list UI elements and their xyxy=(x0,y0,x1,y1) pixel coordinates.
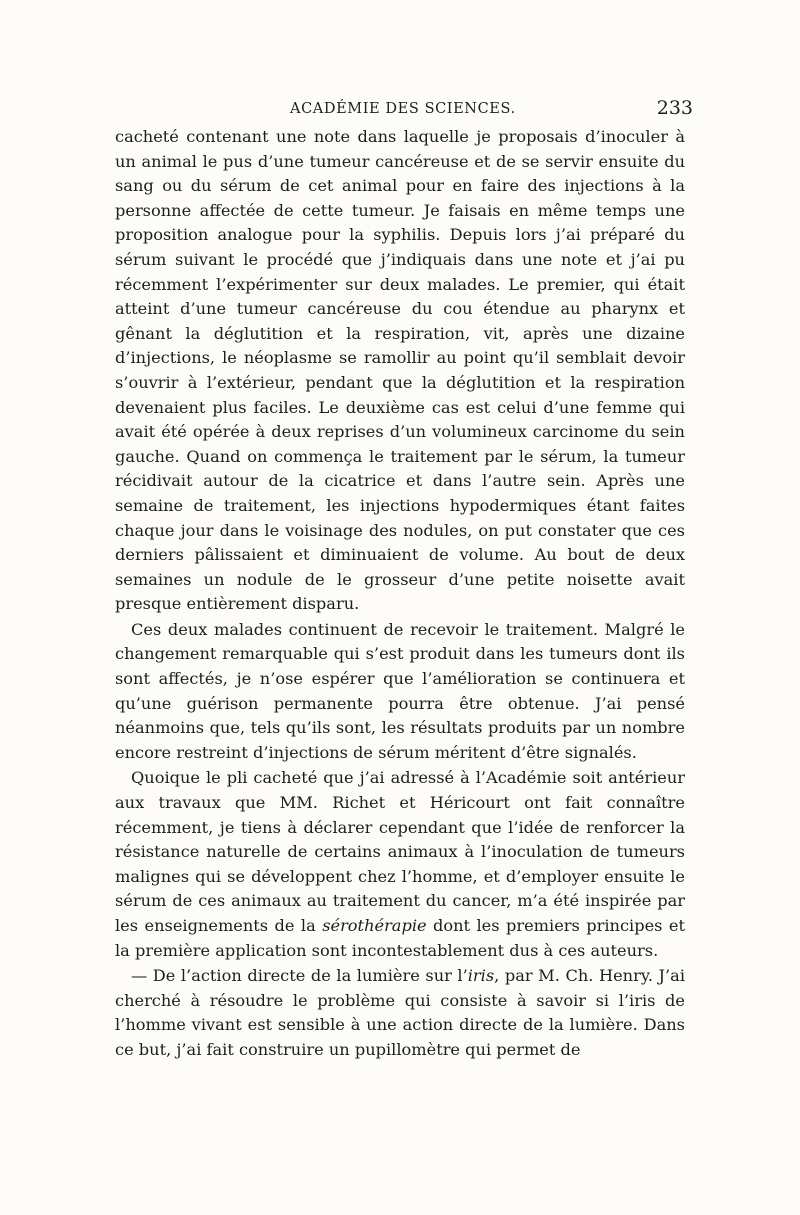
paragraph-continuation: cacheté contenant une note dans laquelle je proposais d’inoculer à un animal le pus d’une tumeur cancéreuse et de se servir ensuite du sang ou du sérum de cet animal pour en faire des injections à la personne affectée de cette tumeur. Je faisais en même temps une proposition analogue pour la syphilis. Depuis lors j’ai préparé du sérum suivant le procédé que j’indiquais dans une note et j’ai pu récemment l’expérimenter sur deux malades. Le premier, qui était atteint d’une tumeur cancéreuse du cou étendue au pharynx et gênant la déglutition et la respiration, vit, après une dizaine d’injections, le néoplasme se ramollir au point qu’il semblait devoir s’ouvrir à l’extérieur, pendant que la déglutition et la respiration devenaient plus faciles. Le deuxième cas est celui d’une femme qui avait été opérée à deux reprises d’un volumineux carcinome du sein gauche. Quand on commença le traitement par le sérum, la tumeur récidivait autour de la cicatrice et dans l’autre sein. Après une semaine de traitement, les injections hypodermiques étant faites chaque jour dans le voisinage des nodules, on put constater que ces derniers pâlissaient et diminuaient de volume. Au bout de deux semaines un nodule de le grosseur d’une petite noisette avait presque entièrement disparu. xyxy=(115,127,685,614)
iris-text-end: , par M. Ch. Henry. J’ai cherché à résoudre le problème qui consiste à savoir si l’iris de l’homme vivant est sensible à une action directe de la lumière. Dans ce but, j’ai fait construire un pupillomètre qui permet de xyxy=(115,966,686,1059)
priority-text-start: Quoique le pli cacheté que j’ai adressé à l’Académie soit antérieur aux travaux que MM. Richet et Héricourt ont fait connaître récemment, je tiens à déclarer cependant que l’idée de renforcer la résistance naturelle de certains animaux à l’inoculation de tumeurs malignes qui se développent chez l’homme, et d’employer ensuite le sérum de ces animaux au traitement du cancer, m’a été inspirée par les enseignements de la xyxy=(115,768,685,935)
page-header xyxy=(115,95,693,125)
book-page xyxy=(115,95,693,1064)
running-title: ACADÉMIE DES SCIENCES. xyxy=(290,101,516,117)
body-text xyxy=(115,125,685,1063)
iris-text-start: — De l’action directe de la lumière sur l’ xyxy=(131,966,468,986)
paragraph-iris xyxy=(115,964,685,1062)
paragraph-treatment: Ces deux malades continuent de recevoir le traitement. Malgré le changement remarquable qui s’est produit dans les tumeurs dont ils sont affectés, je n’ose espérer que l’amélioration se continuera et qu’une guérison permanente pourra être obtenue. J’ai pensé néanmoins que, tels qu’ils sont, les résultats produits par un nombre encore restreint d’injections de sérum méritent d’être signalés. xyxy=(115,619,685,762)
page-number: 233 xyxy=(656,97,693,119)
paragraph-priority xyxy=(115,766,685,963)
priority-text-end: dont les premiers principes et la première application sont incontestablement dus à ces auteurs. xyxy=(115,916,685,960)
serotherapie-term: sérothérapie xyxy=(322,916,427,935)
iris-term: iris xyxy=(467,966,495,986)
